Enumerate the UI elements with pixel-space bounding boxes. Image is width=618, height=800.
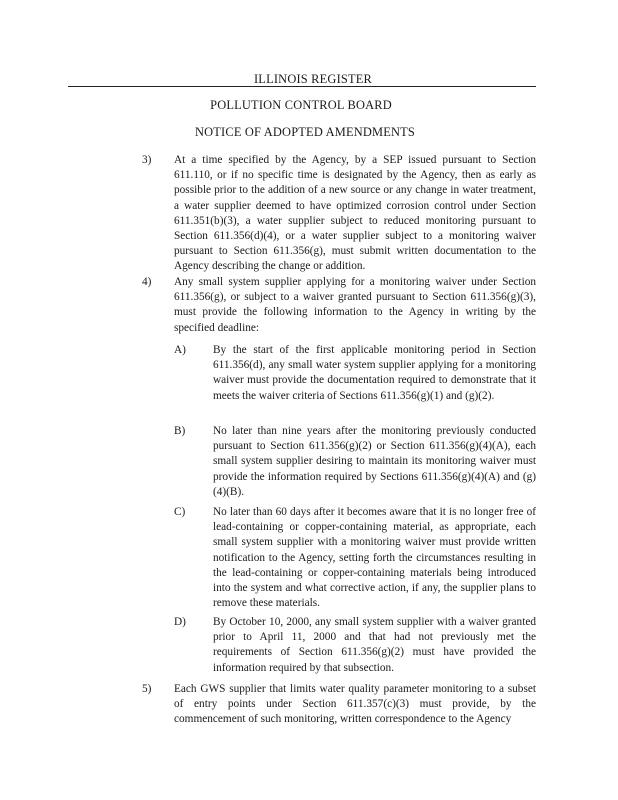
paragraph-text: At a time specified by the Agency, by a SEP issued pursuant to Section 611.110, or if no specific time is designated by the Agency, then as early as possible prior to the addition of a new source or any change in water treatment, a water supplier deemed to have optimized corrosion control under Section 611.351(b)(3), a water supplier subject to reduced monitoring pursuant to Section 611.356(d)(4), or a water supplier subject to a monitoring waiver pursuant to Section 611.356(g), must submit written documentation to the Agency describing the change or addition. — [174, 154, 536, 273]
subparagraph-letter: A) — [174, 344, 186, 356]
paragraph-text: Any small system supplier applying for a monitoring waiver under Section 611.356(g), or subject to a waiver granted pursuant to Section 611.356(g)(3), must provide the following information to the Agency in writing by the specified deadline: — [174, 276, 536, 334]
subparagraph-letter: D) — [174, 616, 186, 628]
subparagraph-text: By the start of the first applicable monitoring period in Section 611.356(d), any small water system supplier applying for a monitoring waiver must provide the documentation required to demonstrate that it meets the waiver criteria of Sections 611.356(g)(1) and (g)(2). — [213, 344, 536, 402]
subparagraph-text: No later than 60 days after it becomes aware that it is no longer free of lead-containing or copper-containing material, as appropriate, each small system supplier with a monitoring waiver must provide written notification to the Agency, setting forth the circumstances resulting in the lead-containing or copper-containing materials being introduced into the system and what corrective action, if any, the supplier plans to remove these materials. — [213, 506, 536, 610]
subparagraph-text: By October 10, 2000, any small system supplier with a waiver granted prior to April 11, 2000 and that had not previously met the requirements of Section 611.356(g)(2) must have provided the information required by that subsection. — [213, 616, 536, 674]
paragraph-number: 3) — [142, 154, 152, 166]
board-title: POLLUTION CONTROL BOARD — [210, 98, 392, 112]
register-title: ILLINOIS REGISTER — [253, 72, 372, 86]
paragraph-number: 4) — [142, 276, 152, 288]
paragraph-number: 5) — [142, 683, 152, 695]
subparagraph-letter: C) — [174, 506, 186, 518]
paragraph-text: Each GWS supplier that limits water quality parameter monitoring to a subset of entry points under Section 611.357(c)(3) must provide, by the commencement of such monitoring, written correspondence to the Agency — [174, 683, 536, 726]
subparagraph-letter: B) — [174, 425, 186, 437]
subparagraph-text: No later than nine years after the monitoring previously conducted pursuant to Section 611.356(g)(2) or Section 611.356(g)(4)(A), each small system supplier desiring to maintain its monitoring waiver must provide the information required by Sections 611.356(g)(4)(A) and (g)(4)(B). — [213, 425, 536, 498]
notice-title: NOTICE OF ADOPTED AMENDMENTS — [194, 125, 416, 139]
